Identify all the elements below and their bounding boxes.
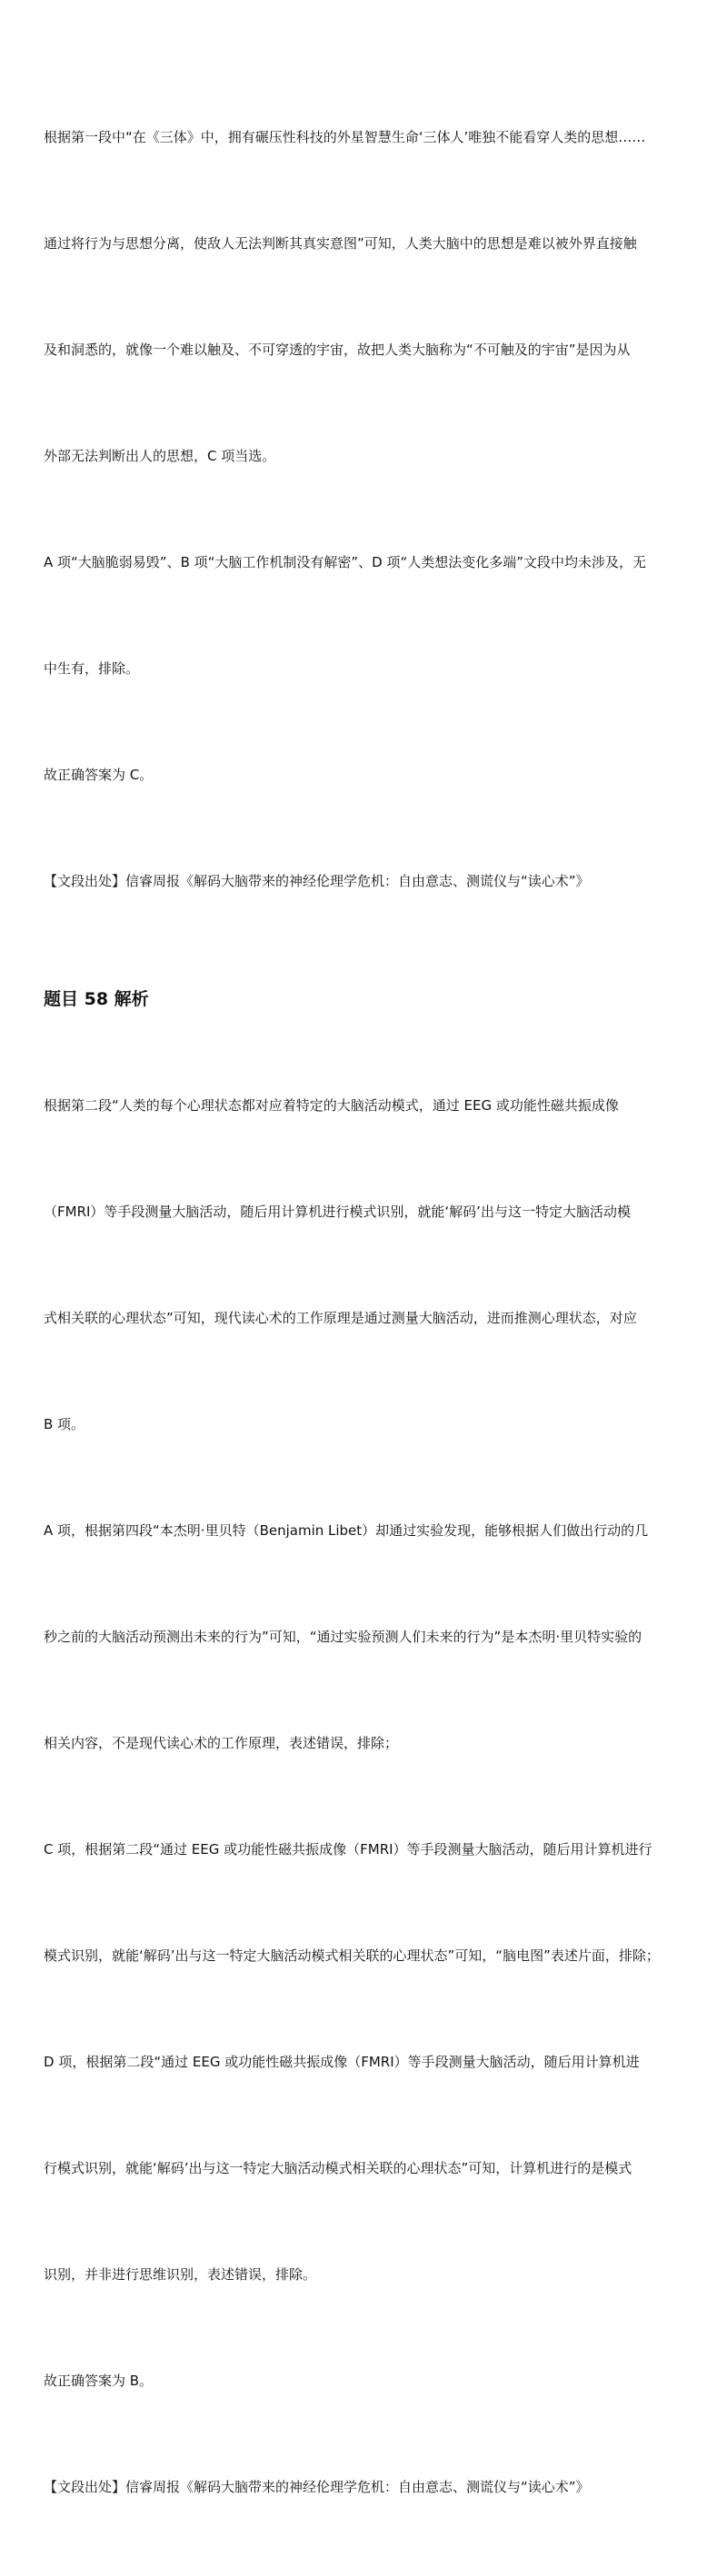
spacer [44,970,702,981]
text-line: B 项。 [44,1416,85,1432]
text-line: 及和洞悉的，就像一个难以触及、不可穿透的宇宙，故把人类大脑称为“不可触及的宇宙”是因为从 [44,342,631,358]
analysis-block-58 [44,1017,702,2576]
text-line: 根据第一段中“在《三体》中，拥有碾压性科技的外星智慧生命‘三体人’唯独不能看穿人类的思想…… [44,129,646,145]
document-page [44,49,702,2576]
text-line: 识别，并非进行思维识别，表述错误，排除。 [44,2266,317,2283]
text-line: 通过将行为与思想分离，使敌人无法判断其真实意图”可知，人类大脑中的思想是难以被外界直接触 [44,235,637,252]
text-line: 外部无法判断出人的思想，C 项当选。 [44,448,276,464]
text-line: 秒之前的大脑活动预测出未来的行为”可知，“通过实验预测人们未来的行为”是本杰明·里贝特实验的 [44,1629,642,1645]
text-line: C 项，根据第二段“通过 EEG 或功能性磁共振成像（FMRI）等手段测量大脑活动，随后用计算机进行 [44,1841,652,1858]
text-line: 模式识别，就能‘解码’出与这一特定大脑活动模式相关联的心理状态”可知，“脑电图”表述片面，排除； [44,1947,660,1964]
text-line: 式相关联的心理状态”可知，现代读心术的工作原理是通过测量大脑活动，进而推测心理状态，对应 [44,1310,637,1326]
text-line: A 项“大脑脆弱易毁”、B 项“大脑工作机制没有解密”、D 项“人类想法变化多端”文段中均未涉及，无 [44,554,647,570]
analysis-block-57 [44,49,702,970]
source-line: 【文段出处】信睿周报《解码大脑带来的神经伦理学危机：自由意志、测谎仪与“读心术”》 [44,873,590,889]
text-line: D 项，根据第二段“通过 EEG 或功能性磁共振成像（FMRI）等手段测量大脑活动，随后用计算机进 [44,2054,640,2070]
text-line: 相关内容，不是现代读心术的工作原理，表述错误，排除； [44,1735,399,1751]
section-heading: 题目 58 解析 [44,989,149,1009]
text-line: （FMRI）等手段测量大脑活动，随后用计算机进行模式识别，就能‘解码’出与这一特定大脑活动模 [44,1204,631,1220]
text-line: 根据第二段“人类的每个心理状态都对应着特定的大脑活动模式，通过 EEG 或功能性磁共振成像 [44,1097,619,1114]
answer-line: 故正确答案为 C。 [44,767,154,783]
answer-line: 故正确答案为 B。 [44,2373,154,2389]
source-line: 【文段出处】信睿周报《解码大脑带来的神经伦理学危机：自由意志、测谎仪与“读心术”》 [44,2479,590,2495]
text-line: 行模式识别，就能‘解码’出与这一特定大脑活动模式相关联的心理状态”可知，计算机进行的是模式 [44,2160,632,2176]
text-line: A 项，根据第四段“本杰明·里贝特（Benjamin Libet）却通过实验发现，能够根据人们做出行动的几 [44,1522,649,1539]
text-line: 中生有，排除。 [44,660,140,677]
